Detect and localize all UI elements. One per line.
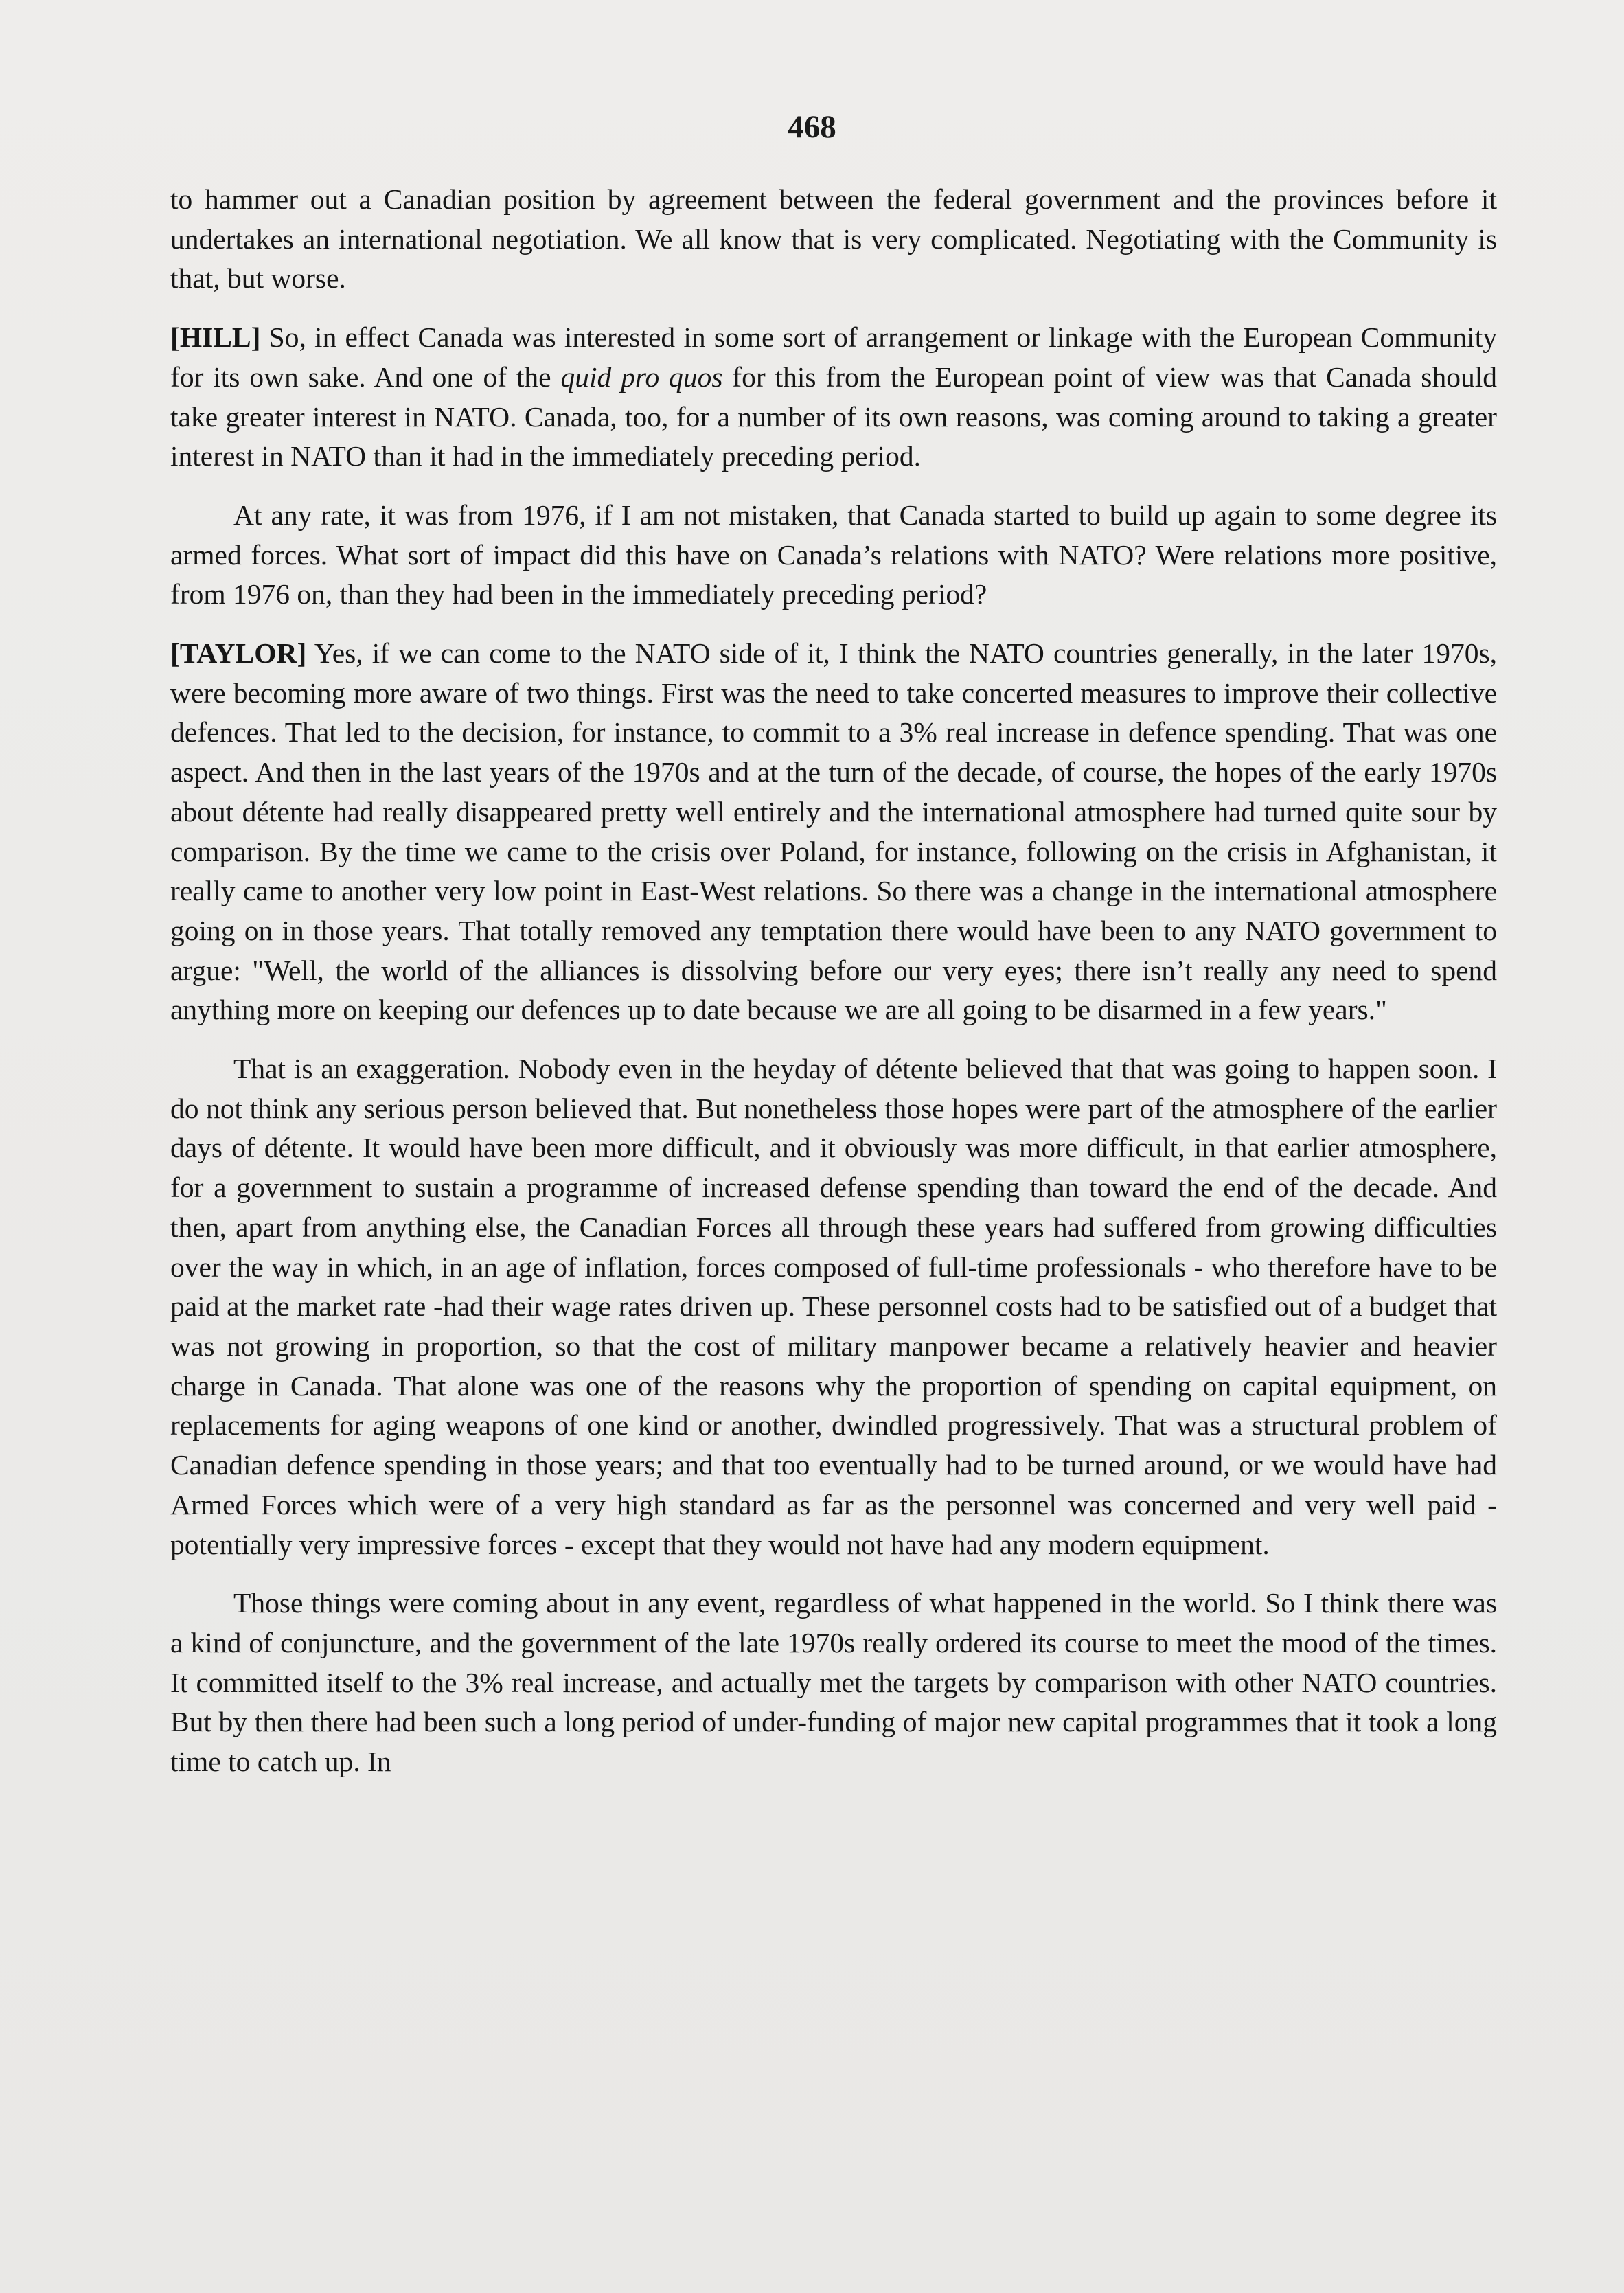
paragraph-taylor-conjuncture [170, 1584, 1497, 1782]
paragraph-continuation [170, 180, 1497, 299]
paragraph-taylor-answer [170, 634, 1497, 1030]
paragraph-text: for this from the European point of view was that Canada should take greater interest in NATO. Canada, too, for a number of its own reasons, was coming around to taking a greater interest in NATO than it had in the immediately preceding period. [170, 361, 1497, 472]
paragraph-text: That is an exaggeration. Nobody even in the heyday of détente believed that that was going to happen soon. I do not think any serious person believed that. But nonetheless those hopes were part of the atmosphere of the earlier days of détente. It would have been more difficult, and it obviously was more difficult, in that earlier atmosphere, for a government to sustain a programme of increased defense spending than toward the end of the decade. And then, apart from anything else, the Canadian Forces all through these years had suffered from growing difficulties over the way in which, in an age of inflation, forces composed of full-time professionals - who therefore have to be paid at the market rate -had their wage rates driven up. These personnel costs had to be satisfied out of a budget that was not growing in proportion, so that the cost of military manpower became a relatively heavier and heavier charge in Canada. That alone was one of the reasons why the proportion of spending on capital equipment, on replacements for aging weapons of one kind or another, dwindled progressively. That was a structural problem of Canadian defence spending in those years; and that too eventually had to be turned around, or we would have had Armed Forces which were of a very high standard as far as the personnel was concerned and very well paid - potentially very impressive forces - except that they would not have had any modern equipment. [170, 1053, 1497, 1560]
italic-phrase: quid pro quos [560, 361, 723, 393]
paragraph-text: Those things were coming about in any event, regardless of what happened in the world. So I think there was a kind of conjuncture, and the government of the late 1970s really ordered its course to meet the mood of the times. It committed itself to the 3% real increase, and actually met the targets by comparison with other NATO countries. But by then there had been such a long period of under-funding of major new capital programmes that it took a long time to catch up. In [170, 1587, 1497, 1778]
page-number: 468 [788, 109, 836, 145]
paragraph-text: So, in effect Canada was interested in some sort of arrangement or linkage with the European Community for its own sake. And one of the [170, 321, 1497, 393]
paragraph-hill-question [170, 318, 1497, 477]
paragraph-text: to hammer out a Canadian position by agreement between the federal government and the provinces before it undertakes an international negotiation. We all know that is very complicated. Negotiating with the Community is that, but worse. [170, 183, 1497, 295]
paragraph-text: At any rate, it was from 1976, if I am not mistaken, that Canada started to build up again to some degree its armed forces. What sort of impact did this have on Canada’s relations with NATO? Were relations more positive, from 1976 on, than they had been in the immediately preceding period? [170, 499, 1497, 611]
paragraph-text: Yes, if we can come to the NATO side of it, I think the NATO countries generally, in the later 1970s, were becoming more aware of two things. First was the need to take concerted measures to improve their collective defences. That led to the decision, for instance, to commit to a 3% real increase in defence spending. That was one aspect. And then in the last years of the 1970s and at the turn of the decade, of course, the hopes of the early 1970s about détente had really disappeared pretty well entirely and the international atmosphere had turned quite sour by comparison. By the time we came to the crisis over Poland, for instance, following on the crisis in Afghanistan, it really came to another very low point in East-West relations. So there was a change in the international atmosphere going on in those years. That totally removed any temptation there would have been to any NATO government to argue: "Well, the world of the alliances is dissolving before our very eyes; there isn’t really any need to spend anything more on keeping our defences up to date because we are all going to be disarmed in a few years." [170, 637, 1497, 1026]
speaker-label-hill: [HILL] [170, 321, 261, 354]
paragraph-hill-followup [170, 496, 1497, 615]
transcript-body [170, 180, 1497, 1782]
speaker-label-taylor: [TAYLOR] [170, 637, 307, 670]
paragraph-taylor-exaggeration [170, 1049, 1497, 1564]
